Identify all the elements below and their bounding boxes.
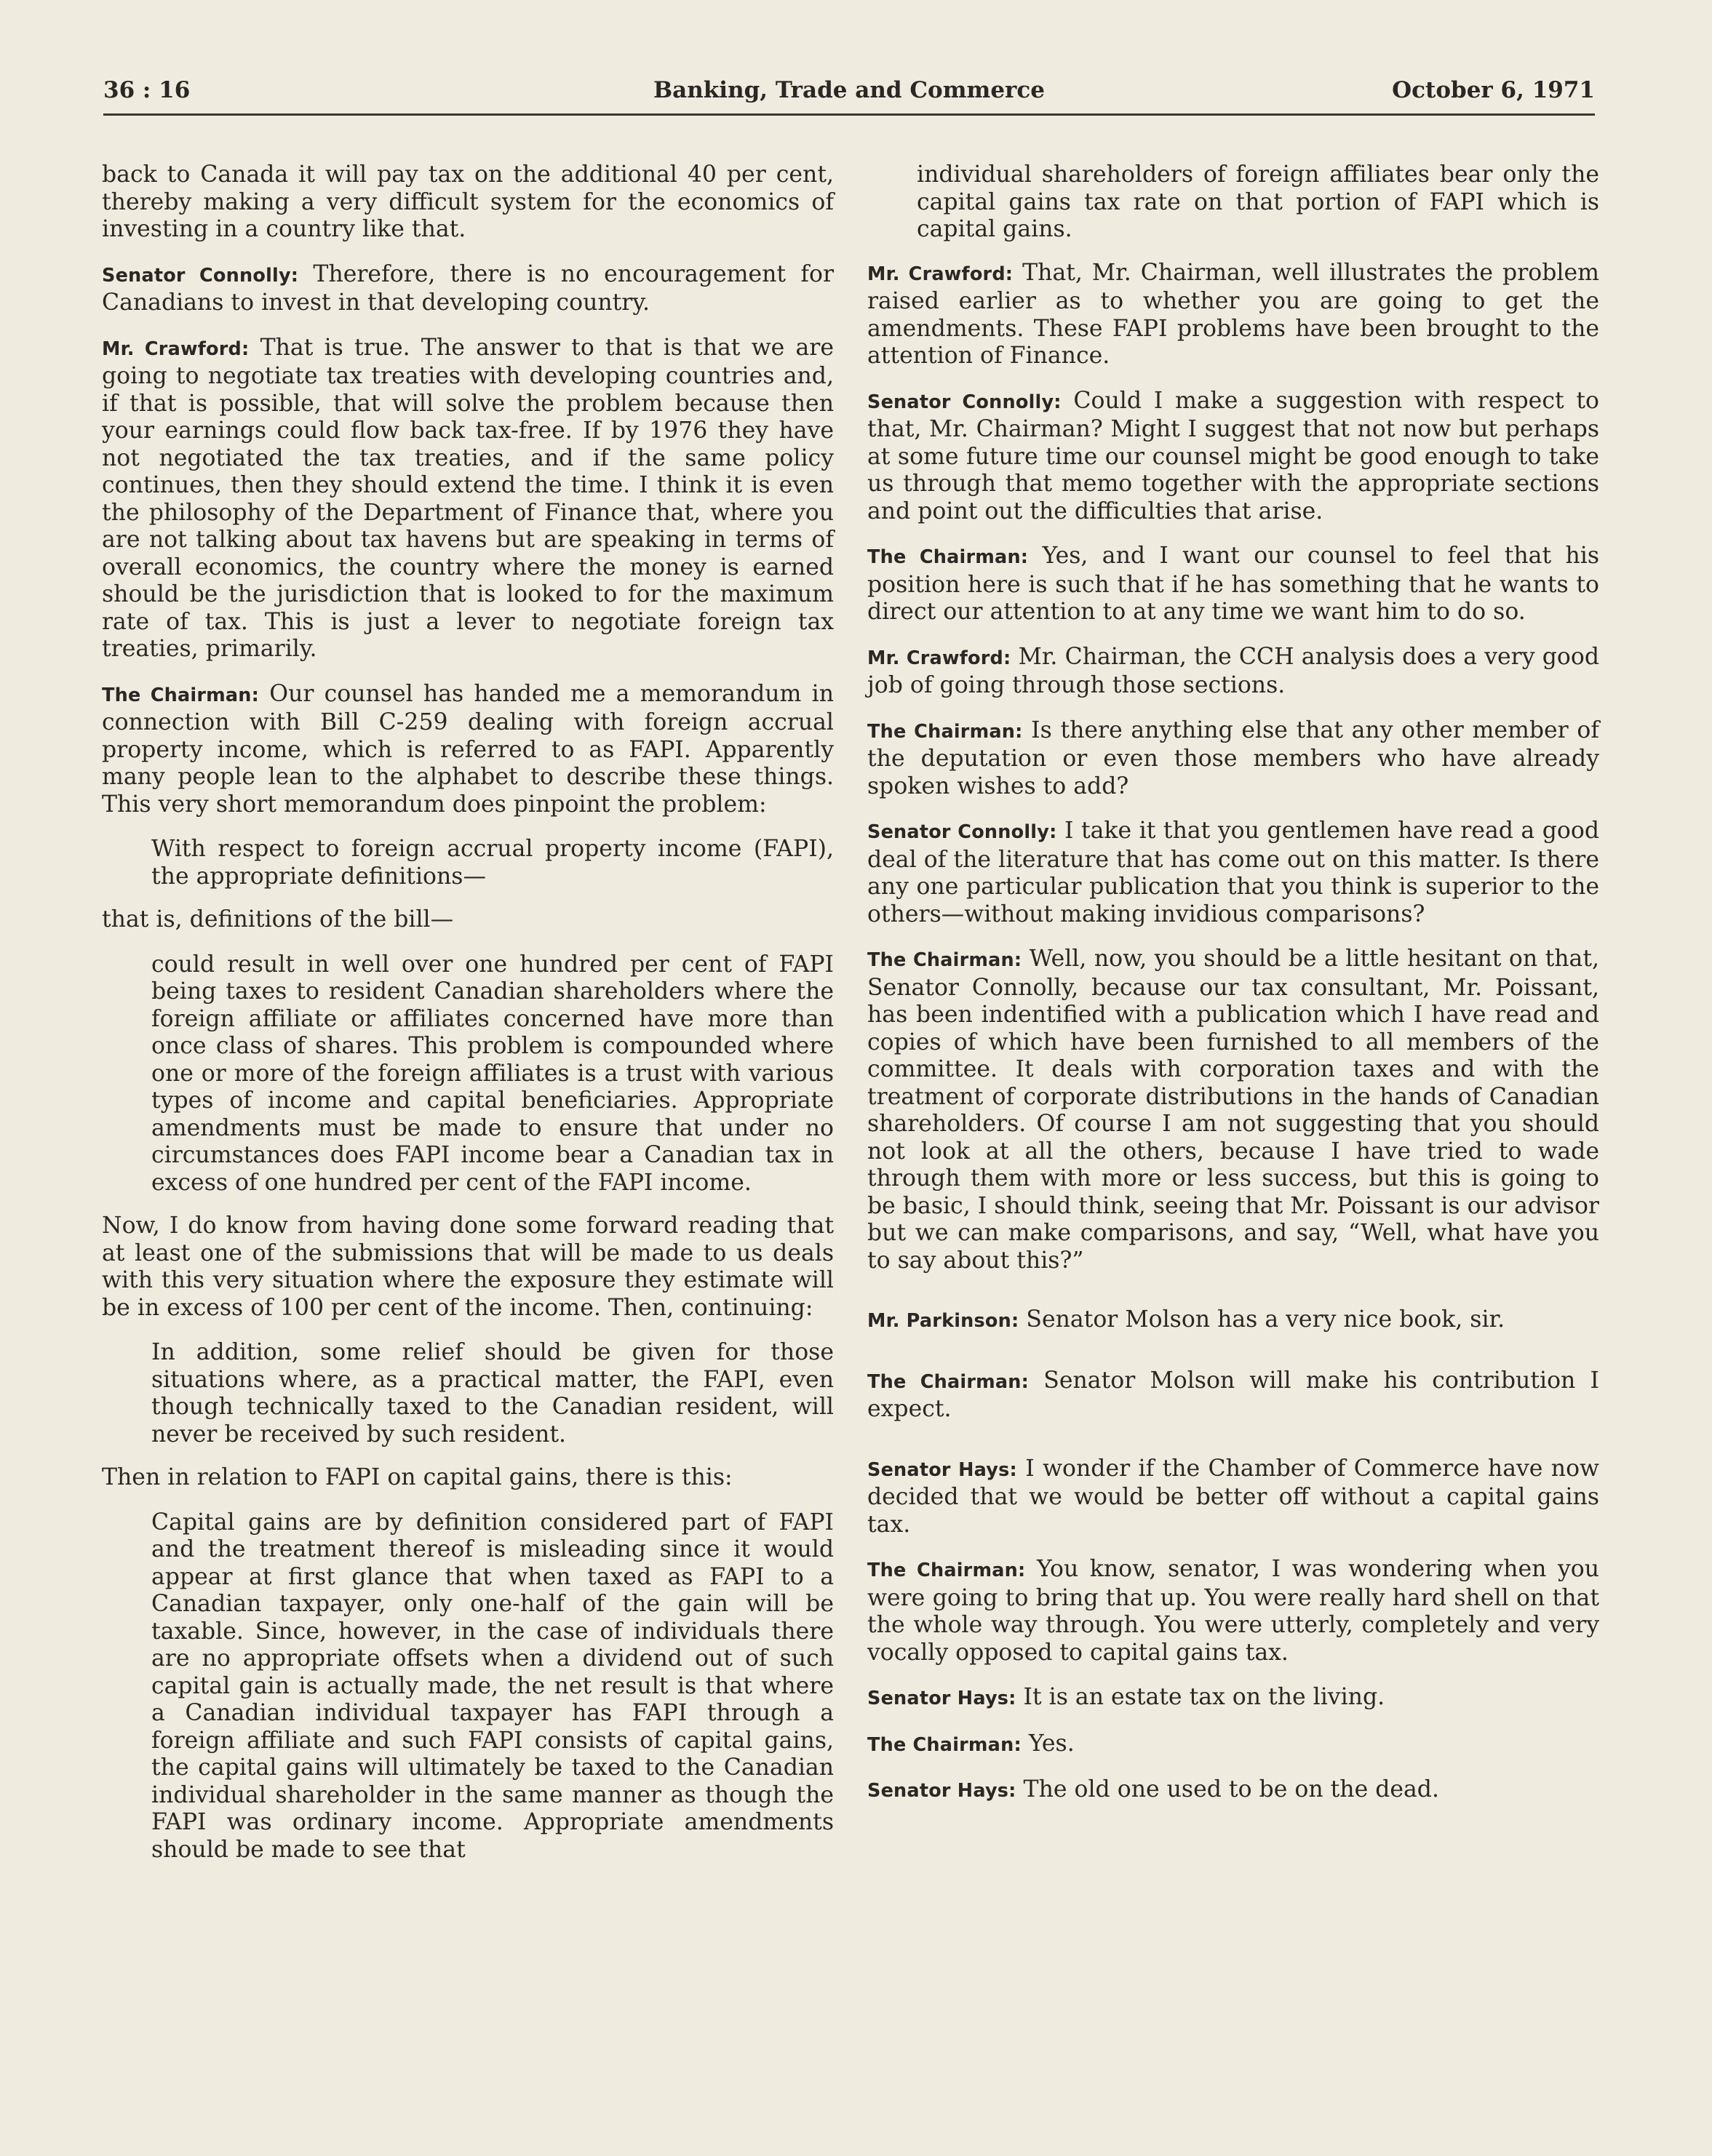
- quoted-passage: individual shareholders of foreign affiliates bear only the capital gains tax rate on that portion of FAPI which is capital gains.: [917, 161, 1599, 242]
- paragraph-text: Therefore, there is no encouragement for Canadians to invest in that developing country.: [102, 260, 835, 316]
- paragraph-text: Senator Molson has a very nice book, sir.: [1019, 1306, 1505, 1333]
- speaker-name: The Chairman:: [867, 720, 1023, 743]
- speaker-paragraph: [867, 1684, 1599, 1713]
- paragraph-text: Senator Molson will make his contribution I expect.: [867, 1367, 1599, 1422]
- speaker-paragraph: [867, 717, 1599, 801]
- paragraph: [102, 1213, 834, 1322]
- paragraph-text: Yes, and I want our counsel to feel that his position here is such that if he has something that he wants to direct our attention to at any time we want him to do so.: [867, 543, 1600, 625]
- speaker-paragraph: [867, 260, 1599, 370]
- paragraph-text: I take it that you gentlemen have read a good deal of the literature that has come out on this matter. Is there any one particular publication that you think is superior to the others—without making invidious comparisons?: [867, 818, 1599, 927]
- paragraph-text: You know, senator, I was wondering when you were going to bring that up. You were really hard shell on that the whole way through. You were utterly, completely and very vocally opposed to capital gains tax.: [867, 1556, 1600, 1666]
- paragraph: [102, 1464, 834, 1492]
- speaker-name: Senator Hays:: [867, 1688, 1016, 1709]
- speaker-name: Senator Connolly:: [102, 264, 299, 287]
- speaker-paragraph: [867, 1776, 1599, 1805]
- speaker-name: Senator Connolly:: [867, 821, 1057, 843]
- paragraph: [102, 906, 834, 934]
- spacer: [867, 1353, 1599, 1368]
- speaker-name: Mr. Crawford:: [867, 263, 1014, 285]
- speaker-name: The Chairman:: [867, 1560, 1026, 1581]
- paragraph-text: The old one used to be on the dead.: [1016, 1776, 1439, 1802]
- speaker-paragraph: [867, 1456, 1599, 1539]
- right-column: [867, 161, 1599, 1823]
- paragraph-text: Mr. Chairman, the CCH analysis does a very good job of going through those sections.: [867, 643, 1599, 698]
- paragraph-text: That, Mr. Chairman, well illustrates the problem raised earlier as to whether you are going to get the amendments. These FAPI problems have been brought to the attention of Finance.: [867, 259, 1599, 369]
- speaker-paragraph: [867, 644, 1599, 700]
- speaker-name: The Chairman:: [867, 1733, 1022, 1756]
- speaker-name: Senator Connolly:: [867, 391, 1062, 413]
- speaker-paragraph: [867, 1368, 1599, 1424]
- speaker-name: The Chairman:: [102, 684, 260, 706]
- paragraph-text: It is an estate tax on the living.: [1016, 1684, 1385, 1710]
- speaker-name: Senator Hays:: [867, 1780, 1016, 1802]
- paragraph-text: back to Canada it will pay tax on the additional 40 per cent, thereby making a very difficult system for the economics of investing in a country like that.: [102, 161, 834, 242]
- speaker-paragraph: [867, 388, 1599, 526]
- speaker-name: Senator Hays:: [867, 1458, 1017, 1481]
- paragraph-text: that is, definitions of the bill—: [102, 906, 454, 933]
- spacer: [867, 1292, 1599, 1306]
- paragraph-text: Now, I do know from having done some forward reading that at least one of the submissions that will be made to us deals with this very situation where the exposure they estimate will be in excess of 100 per cent of the income. Then, continuing:: [102, 1213, 834, 1321]
- paragraph-text: I wonder if the Chamber of Commerce have now decided that we would be better off without a capital gains tax.: [867, 1455, 1600, 1538]
- speaker-paragraph: [102, 681, 834, 819]
- left-column: [102, 161, 834, 1880]
- paragraph-text: Yes.: [1021, 1730, 1075, 1757]
- speaker-name: Mr. Crawford:: [867, 647, 1011, 669]
- spacer: [867, 1441, 1599, 1456]
- speaker-paragraph: [867, 818, 1599, 928]
- page-number: 36 : 16: [103, 77, 191, 103]
- quoted-passage: could result in well over one hundred per cent of FAPI being taxes to resident Canadian shareholders where the foreign affiliate or affiliates concerned have more than once class of shares. This problem is compounded where one or more of the foreign affiliates is a trust with various types of income and capital beneficiaries. Appropriate amendments must be made to ensure that under no circumstances does FAPI income bear a Canadian tax in excess of one hundred per cent of the FAPI income.: [151, 951, 834, 1196]
- speaker-paragraph: [867, 946, 1599, 1274]
- publication-date: October 6, 1971: [1392, 77, 1595, 103]
- publication-title: Banking, Trade and Commerce: [653, 77, 1045, 103]
- paragraph-text: Our counsel has handed me a memorandum in connection with Bill C-259 dealing with foreign accrual property income, which is referred to as FAPI. Apparently many people lean to the alphabet to describe these things. This very short memorandum does pinpoint the problem:: [102, 680, 834, 818]
- speaker-name: Mr. Crawford:: [102, 338, 250, 360]
- paragraph: [102, 161, 834, 244]
- speaker-paragraph: [867, 543, 1599, 626]
- speaker-name: The Chairman:: [867, 949, 1022, 971]
- paragraph-text: That is true. The answer to that is that we are going to negotiate tax treaties with developing countries and, if that is possible, that will solve the problem because then your earnings could flow back tax-free. If by 1976 they have not negotiated the tax treaties, and if the same policy continues, then they should extend the time. I think it is even the philosophy of the Department of Finance that, where you are not talking about tax havens but are speaking in terms of overall economics, the country where the money is earned should be the jurisdiction that is looked to for the maximum rate of tax. This is just a lever to negotiate foreign tax treaties, primarily.: [102, 334, 834, 662]
- speaker-paragraph: [867, 1556, 1599, 1666]
- quoted-passage: Capital gains are by definition considered part of FAPI and the treatment thereof is misleading since it would appear at first glance that when taxed as FAPI to a Canadian taxpayer, only one-half of the gain will be taxable. Since, however, in the case of individuals there are no appropriate offsets when a dividend out of such capital gain is actually made, the net result is that where a Canadian individual taxpayer has FAPI through a foreign affiliate and such FAPI consists of capital gains, the capital gains will ultimately be taxed to the Canadian individual shareholder in the same manner as though the FAPI was ordinary income. Appropriate amendments should be made to see that: [151, 1509, 834, 1863]
- speaker-name: The Chairman:: [867, 546, 1029, 568]
- speaker-paragraph: [867, 1730, 1599, 1760]
- speaker-paragraph: [102, 335, 834, 663]
- page-header: [103, 76, 1595, 116]
- speaker-name: Mr. Parkinson:: [867, 1310, 1019, 1332]
- paragraph-text: Then in relation to FAPI on capital gains, there is this:: [102, 1464, 733, 1490]
- paragraph-text: Is there anything else that any other member of the deputation or even those members who have already spoken wishes to add?: [867, 716, 1599, 799]
- speaker-paragraph: [867, 1306, 1599, 1335]
- paragraph-text: Could I make a suggestion with respect to that, Mr. Chairman? Might I suggest that not now but perhaps at some future time our counsel might be good enough to take us through that memo together with the appropriate sections and point out the difficulties that arise.: [867, 387, 1599, 524]
- speaker-name: The Chairman:: [867, 1370, 1030, 1393]
- speaker-paragraph: [102, 261, 834, 317]
- quoted-passage: In addition, some relief should be given for those situations where, as a practical matter, the FAPI, even though technically taxed to the Canadian resident, will never be received by such resident.: [151, 1339, 834, 1448]
- quoted-passage: With respect to foreign accrual property income (FAPI), the appropriate definitions—: [151, 836, 834, 890]
- paragraph-text: Well, now, you should be a little hesitant on that, Senator Connolly, because our tax consultant, Mr. Poissant, has been indentified with a publication which I have read and copies of which have been furnished to all members of the committee. It deals with corporation taxes and with the treatment of corporate distributions in the hands of Canadian shareholders. Of course I am not suggesting that you should not look at all the others, because I have tried to wade through them with more or less success, but this is going to be basic, I should think, seeing that Mr. Poissant is our advisor but we can make comparisons, and say, “Well, what have you to say about this?”: [867, 946, 1599, 1274]
